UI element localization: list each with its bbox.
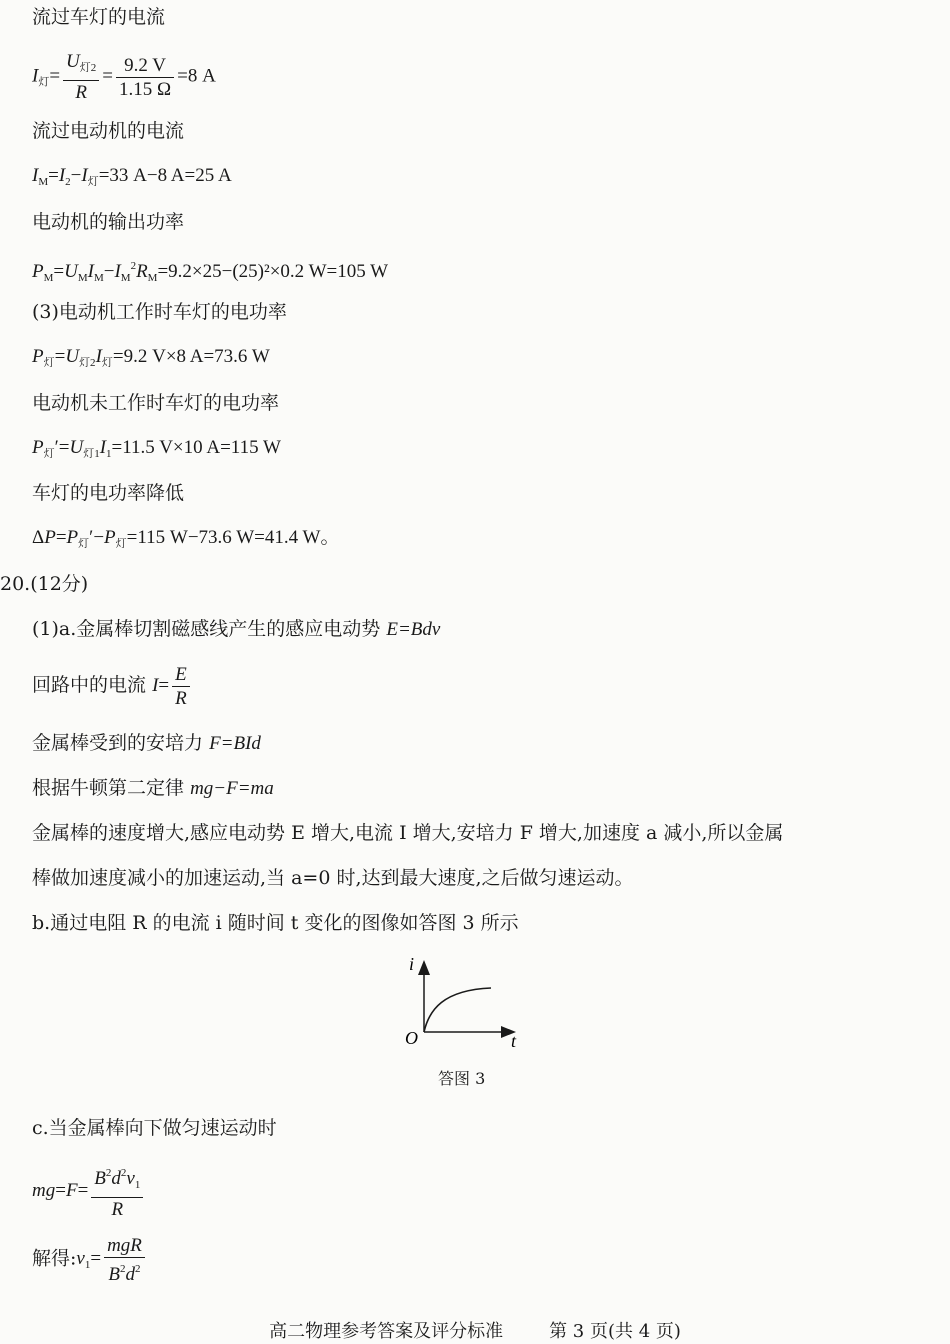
y-axis-label: i xyxy=(409,954,415,974)
footer-title: 高二物理参考答案及评分标准 xyxy=(269,1321,504,1342)
i-lamp-numerator: 9.2 V xyxy=(116,54,174,78)
formula-ampere-force: F=BId xyxy=(209,733,261,754)
text-line xyxy=(32,731,261,756)
footer-page-number: 第 3 页(共 4 页) xyxy=(549,1321,681,1342)
formula-delta-p: $\Delta P=P_灯'-P_灯=115$ W−73.6 W=41.4 W。 xyxy=(32,527,340,550)
formula-i-motor: $I_M=I_2-I_灯=33$ A−8 A=25 A xyxy=(32,165,232,188)
formula-mg-equals-f: mg=F= $\frac{B^2d^2v_1}{R}$ xyxy=(32,1162,146,1221)
text-line-label: 根据牛顿第二定律 xyxy=(32,777,185,799)
text-line: b.通过电阻 R 的电流 i 随时间 t 变化的图像如答图 3 所示 xyxy=(32,912,519,934)
i-lamp-result: =8 A xyxy=(177,65,216,87)
text-line: 解得$:v_1=$ $\frac{\text{mgR}}{B^2d^2}$ xyxy=(32,1234,148,1286)
x-axis-label: t xyxy=(511,1031,517,1050)
text-line-label: (1)a.金属棒切割磁感线产生的感应电动势 xyxy=(32,618,381,640)
text-line-label: 解得: xyxy=(32,1247,77,1270)
p-motor-result: =9.2×25−(25)²×0.2 W=105 W xyxy=(157,261,389,282)
text-line xyxy=(32,776,274,801)
page-footer xyxy=(0,1317,950,1343)
current-curve xyxy=(424,988,491,1032)
formula-p-lamp-prime: $P_灯'=U_{灯1}I_1=11.5$ V×10 A=115 W xyxy=(32,437,281,460)
text-line: (3)电动机工作时车灯的电功率 xyxy=(32,301,287,323)
text-line: 流过电动机的电流 xyxy=(32,120,185,142)
i-motor-result: =33 A−8 A=25 A xyxy=(98,165,232,186)
delta-p-result: =115 W−73.6 W=41.4 W。 xyxy=(126,527,340,548)
formula-i-lamp: $I_灯=$ $\frac{U_{灯2}}{R}$ = $\frac{9.2 V}{1.15 \Omega}$ =8 A xyxy=(32,51,216,103)
formula-emf: E=Bdv xyxy=(386,619,441,640)
figure-caption: 答图 3 xyxy=(438,1069,486,1088)
text-line: c.当金属棒向下做匀速运动时 xyxy=(32,1117,277,1139)
formula-p-motor: $P_M=U_MI_M-I_M^2R_M=9.2\times 25-(25)^2\times 0.2$ W=105 W xyxy=(32,260,389,284)
text-line: 金属棒的速度增大,感应电动势 E 增大,电流 I 增大,安培力 F 增大,加速度 a 减小,所以金属 xyxy=(32,822,784,844)
text-line: 电动机未工作时车灯的电功率 xyxy=(32,392,280,414)
formula-newton: mg−F=ma xyxy=(190,778,274,799)
text-line: 电动机的输出功率 xyxy=(32,211,185,233)
i-t-graph xyxy=(395,950,535,1050)
question-number: 20.(12分) xyxy=(0,573,89,595)
origin-label: O xyxy=(405,1028,418,1048)
i-lamp-denominator: 1.15 Ω xyxy=(119,78,172,100)
text-line-label: 金属棒受到的安培力 xyxy=(32,732,204,754)
text-line: 车灯的电功率降低 xyxy=(32,482,185,504)
text-line-label: 回路中的电流 xyxy=(32,673,147,696)
p-lamp-result: =9.2 V×8 A=73.6 W xyxy=(112,346,270,367)
text-line xyxy=(32,617,440,642)
text-line: 回路中的电流 I= $\frac{E}{R}$ xyxy=(32,663,193,710)
text-line: 流过车灯的电流 xyxy=(32,6,166,28)
formula-p-lamp: $P_灯=U_{灯2}I_灯=9.2$ V×8 A=73.6 W xyxy=(32,346,270,369)
text-line: 棒做加速度减小的加速运动,当 a=0 时,达到最大速度,之后做匀速运动。 xyxy=(32,867,634,889)
p-lamp-prime-result: =11.5 V×10 A=115 W xyxy=(111,437,281,458)
